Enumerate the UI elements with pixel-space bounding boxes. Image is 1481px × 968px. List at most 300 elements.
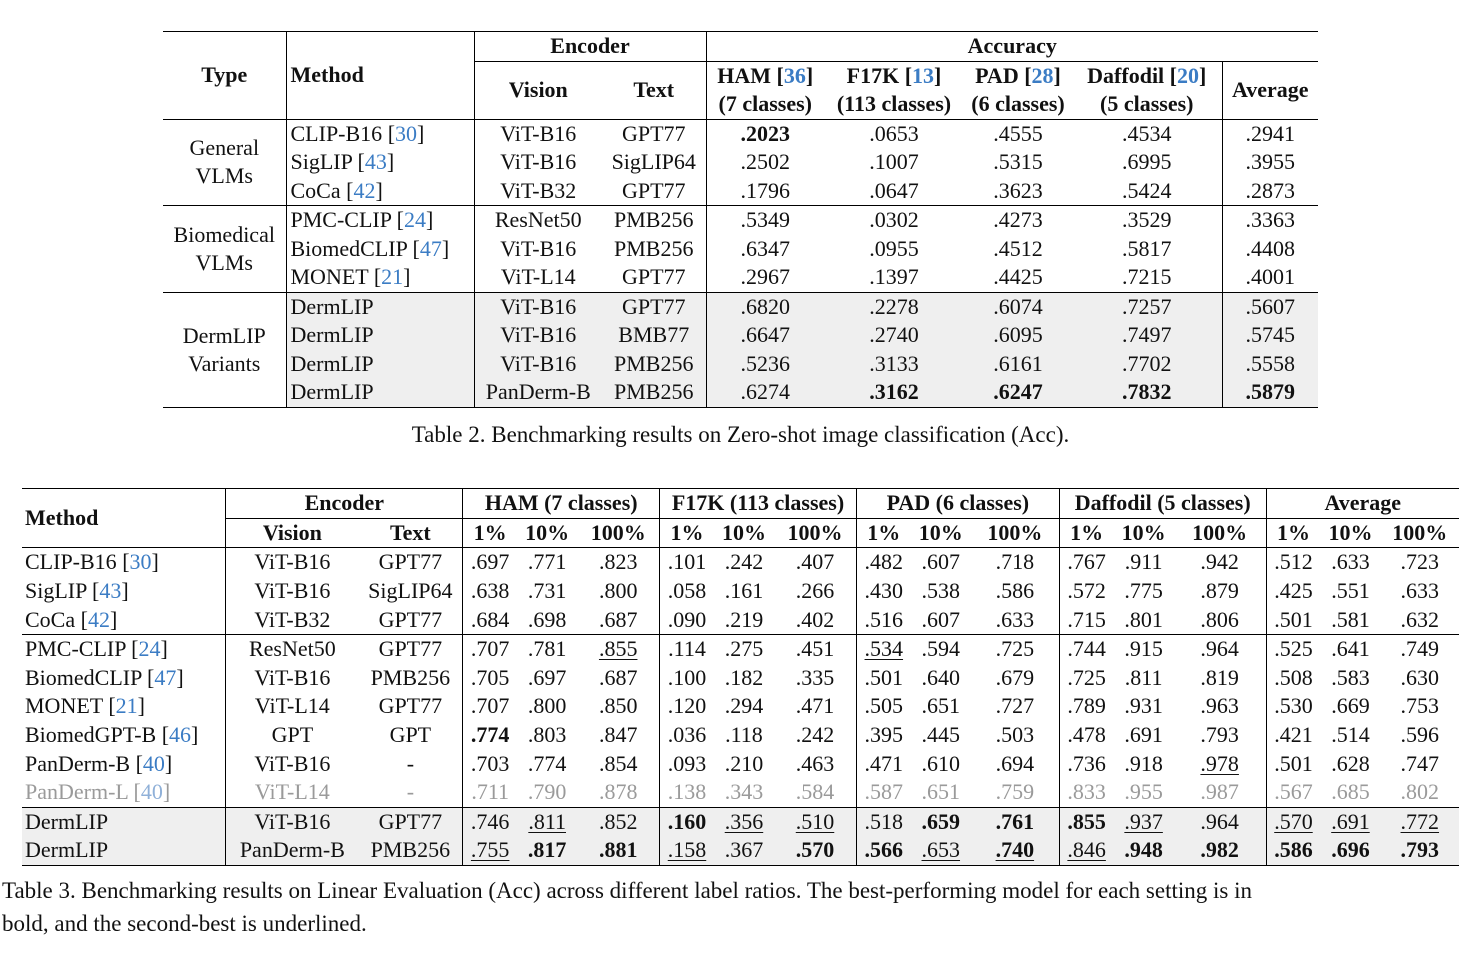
- accuracy-cell: [856, 634, 910, 663]
- method-cell: [286, 292, 474, 321]
- text-encoder-cell: GPT77: [602, 119, 706, 148]
- accuracy-value: .747: [1400, 750, 1440, 776]
- accuracy-cell: .4425: [993, 264, 1043, 290]
- accuracy-cell: [1059, 807, 1113, 836]
- accuracy-cell: [1266, 778, 1320, 807]
- group-label-line: VLMs: [195, 163, 253, 189]
- table-row: [163, 321, 1318, 350]
- accuracy-cell: [1266, 749, 1320, 778]
- accuracy-cell: [517, 807, 577, 836]
- method-name: CoCa: [290, 177, 347, 203]
- accuracy-value: .707: [470, 693, 510, 719]
- accuracy-value: .800: [527, 693, 567, 719]
- accuracy-cell: [1113, 634, 1173, 663]
- accuracy-value: .471: [864, 750, 904, 776]
- accuracy-cell: [1113, 807, 1173, 836]
- accuracy-cell: .5879: [1222, 378, 1318, 407]
- method-name: DermLIP: [290, 293, 374, 319]
- citation-ref: 46: [169, 722, 192, 748]
- method-name: PMC-CLIP: [290, 207, 397, 233]
- col-header-pad: PAD [28]: [964, 61, 1072, 90]
- accuracy-cell: [1113, 577, 1173, 606]
- text-encoder-cell: BMB77: [602, 321, 706, 350]
- method-name: MONET: [25, 693, 109, 719]
- accuracy-value: .641: [1331, 636, 1370, 662]
- accuracy-value: .790: [527, 779, 567, 805]
- accuracy-value: .942: [1200, 549, 1239, 575]
- accuracy-value: .736: [1067, 750, 1106, 776]
- accuracy-cell: [856, 807, 910, 836]
- accuracy-value: .725: [1067, 664, 1106, 690]
- method-cell: BiomedGPT-B [46]: [22, 721, 226, 750]
- accuracy-cell: .4273: [964, 206, 1072, 235]
- accuracy-value: .854: [598, 750, 638, 776]
- col-header-vision: Vision: [474, 61, 602, 119]
- accuracy-cell: .1007: [869, 149, 919, 175]
- accuracy-value: .534: [864, 636, 904, 662]
- accuracy-value: .518: [864, 808, 904, 834]
- method-cell: [22, 807, 226, 836]
- accuracy-cell: [517, 664, 577, 693]
- accuracy-value: .850: [598, 693, 638, 719]
- accuracy-cell: [856, 836, 910, 865]
- accuracy-cell: [911, 548, 971, 577]
- accuracy-cell: .3162: [824, 378, 964, 407]
- accuracy-cell: .7702: [1072, 350, 1222, 379]
- accuracy-cell: [1381, 721, 1459, 750]
- accuracy-cell: .5607: [1222, 292, 1318, 321]
- accuracy-cell: [517, 548, 577, 577]
- accuracy-value: .514: [1331, 722, 1370, 748]
- accuracy-cell: [714, 836, 774, 865]
- accuracy-cell: [1174, 664, 1266, 693]
- accuracy-cell: .6995: [1072, 148, 1222, 177]
- method-cell: MONET [21]: [286, 263, 474, 292]
- table-row: [163, 177, 1318, 206]
- citation-ref: 21: [115, 693, 138, 719]
- accuracy-value: .594: [921, 636, 961, 662]
- accuracy-cell: [911, 605, 971, 634]
- method-name: DermLIP: [290, 379, 374, 405]
- col-header-encoder: Encoder: [474, 32, 706, 62]
- accuracy-cell: [911, 749, 971, 778]
- method-name: DermLIP: [25, 837, 109, 863]
- accuracy-cell: [971, 548, 1059, 577]
- text-encoder-cell: GPT77: [358, 605, 462, 634]
- accuracy-value: .911: [1124, 549, 1163, 575]
- accuracy-value: .471: [795, 693, 835, 719]
- accuracy-cell: [856, 577, 910, 606]
- accuracy-cell: [660, 836, 714, 865]
- accuracy-value: .684: [470, 606, 510, 632]
- table-row: [163, 350, 1318, 379]
- accuracy-cell: [911, 577, 971, 606]
- accuracy-cell: [1113, 749, 1173, 778]
- accuracy-value: .878: [598, 779, 638, 805]
- text-encoder-cell: PMB256: [602, 378, 706, 407]
- table-row: [22, 605, 1459, 634]
- accuracy-value: .451: [795, 636, 835, 662]
- accuracy-value: .711: [471, 779, 510, 805]
- group-label: [163, 292, 286, 407]
- accuracy-value: .685: [1331, 779, 1370, 805]
- accuracy-cell: .5315: [993, 149, 1043, 175]
- accuracy-value: .759: [995, 779, 1035, 805]
- accuracy-value: .572: [1067, 578, 1106, 604]
- accuracy-value: .653: [921, 837, 961, 863]
- accuracy-cell: [1320, 605, 1380, 634]
- accuracy-value: .587: [864, 779, 904, 805]
- accuracy-cell: [1059, 721, 1113, 750]
- accuracy-cell: [971, 721, 1059, 750]
- accuracy-cell: [1266, 721, 1320, 750]
- accuracy-cell: [517, 836, 577, 865]
- accuracy-cell: [1320, 721, 1380, 750]
- accuracy-value: .570: [1274, 808, 1313, 834]
- accuracy-value: .793: [1200, 722, 1239, 748]
- vision-encoder-cell: GPT: [271, 722, 314, 748]
- vision-encoder-cell: ViT-B32: [500, 177, 577, 203]
- header-row: [163, 32, 1318, 62]
- accuracy-value: .811: [1124, 664, 1163, 690]
- zero-shot-results-table: [163, 31, 1318, 408]
- vision-encoder-cell: PanDerm-B: [474, 378, 602, 407]
- vision-encoder-cell: ViT-B16: [254, 549, 331, 575]
- accuracy-value: .697: [470, 549, 510, 575]
- method-name: MONET: [290, 264, 374, 290]
- accuracy-value: .651: [921, 693, 961, 719]
- accuracy-cell: [463, 721, 517, 750]
- col-header-ratio: 10%: [1113, 518, 1173, 548]
- accuracy-cell: .6095: [964, 321, 1072, 350]
- accuracy-value: .530: [1274, 693, 1313, 719]
- accuracy-cell: [660, 664, 714, 693]
- method-name: SigLIP: [290, 149, 358, 175]
- accuracy-cell: [714, 577, 774, 606]
- accuracy-value: .586: [1274, 837, 1313, 863]
- accuracy-cell: [1059, 605, 1113, 634]
- accuracy-cell: .1397: [869, 264, 919, 290]
- accuracy-value: .343: [724, 779, 764, 805]
- accuracy-value: .628: [1331, 750, 1370, 776]
- vision-encoder-cell: ViT-B16: [254, 578, 331, 604]
- accuracy-cell: [577, 778, 659, 807]
- accuracy-cell: [911, 836, 971, 865]
- accuracy-cell: [856, 778, 910, 807]
- accuracy-value: .425: [1274, 578, 1313, 604]
- accuracy-cell: .3529: [1072, 206, 1222, 235]
- accuracy-value: .707: [470, 636, 510, 662]
- accuracy-cell: .7215: [1072, 263, 1222, 292]
- accuracy-value: .847: [598, 722, 638, 748]
- accuracy-value: .651: [921, 779, 961, 805]
- col-header-encoder: Encoder: [226, 489, 463, 519]
- accuracy-cell: .6074: [964, 292, 1072, 321]
- accuracy-cell: .5424: [1072, 177, 1222, 206]
- text-encoder-cell: PMB256: [358, 664, 462, 693]
- table-row: [22, 721, 1459, 750]
- accuracy-cell: [577, 634, 659, 663]
- col-header-dataset: PAD (6 classes): [856, 489, 1059, 519]
- accuracy-cell: [1320, 749, 1380, 778]
- accuracy-cell: [577, 721, 659, 750]
- accuracy-cell: [774, 664, 856, 693]
- accuracy-value: .036: [667, 722, 707, 748]
- accuracy-cell: [1320, 634, 1380, 663]
- accuracy-cell: .6347: [740, 235, 790, 261]
- text-encoder-cell: -: [358, 778, 462, 807]
- accuracy-value: .633: [1400, 578, 1440, 604]
- accuracy-cell: [774, 692, 856, 721]
- accuracy-cell: [971, 749, 1059, 778]
- text-encoder-cell: PMB256: [602, 350, 706, 379]
- col-header-ratio: 1%: [1059, 518, 1113, 548]
- accuracy-cell: [1113, 605, 1173, 634]
- accuracy-value: .482: [864, 549, 904, 575]
- col-header-type: Type: [163, 32, 286, 120]
- citation-ref: 42: [353, 177, 376, 203]
- text-encoder-cell: -: [358, 749, 462, 778]
- col-header-f17k: F17K [13]: [824, 61, 964, 90]
- accuracy-cell: [774, 749, 856, 778]
- accuracy-value: .727: [995, 693, 1035, 719]
- accuracy-value: .633: [1331, 549, 1370, 575]
- accuracy-value: .630: [1400, 664, 1440, 690]
- accuracy-value: .691: [1331, 808, 1370, 834]
- accuracy-cell: .3623: [993, 177, 1043, 203]
- accuracy-cell: [1174, 836, 1266, 865]
- accuracy-cell: [1320, 778, 1380, 807]
- accuracy-cell: [1174, 548, 1266, 577]
- col-subheader-pad: (6 classes): [971, 91, 1065, 117]
- accuracy-value: .846: [1067, 837, 1106, 863]
- accuracy-value: .746: [470, 808, 510, 834]
- accuracy-value: .725: [995, 636, 1035, 662]
- accuracy-cell: .6647: [706, 321, 824, 350]
- method-name: CLIP-B16: [25, 549, 123, 575]
- accuracy-cell: [1266, 605, 1320, 634]
- accuracy-value: .100: [667, 664, 707, 690]
- method-cell: CLIP-B16 [30]: [286, 119, 474, 148]
- vision-encoder-cell: ViT-B16: [474, 350, 602, 379]
- accuracy-cell: [1266, 577, 1320, 606]
- vision-encoder-cell: ResNet50: [226, 634, 359, 663]
- accuracy-cell: [774, 605, 856, 634]
- citation-ref: 47: [419, 235, 442, 261]
- accuracy-value: .723: [1400, 549, 1440, 575]
- accuracy-cell: [1174, 778, 1266, 807]
- accuracy-cell: [856, 721, 910, 750]
- table-row: [163, 206, 1318, 235]
- accuracy-value: .855: [598, 636, 638, 662]
- accuracy-cell: [1113, 778, 1173, 807]
- accuracy-cell: [971, 807, 1059, 836]
- accuracy-cell: [1320, 577, 1380, 606]
- accuracy-value: .158: [667, 837, 707, 863]
- vision-encoder-cell: ViT-B16: [474, 292, 602, 321]
- group-label-line: Biomedical: [173, 221, 275, 247]
- accuracy-cell: [463, 577, 517, 606]
- accuracy-value: .161: [724, 578, 764, 604]
- accuracy-value: .774: [470, 722, 510, 748]
- vision-encoder-cell: ViT-B16: [474, 119, 602, 148]
- accuracy-cell: .0955: [869, 235, 919, 261]
- accuracy-value: .696: [1331, 837, 1370, 863]
- accuracy-value: .160: [667, 808, 707, 834]
- col-header-method: Method: [22, 489, 226, 548]
- col-header-ratio: 10%: [911, 518, 971, 548]
- accuracy-value: .789: [1067, 693, 1106, 719]
- accuracy-cell: .3955: [1245, 149, 1295, 175]
- accuracy-value: .538: [921, 578, 961, 604]
- accuracy-cell: [714, 807, 774, 836]
- accuracy-cell: [660, 577, 714, 606]
- citation-ref: 20: [1177, 62, 1199, 88]
- method-name: PanDerm-L: [25, 779, 134, 805]
- method-cell: PanDerm-B [40]: [22, 749, 226, 778]
- accuracy-value: .918: [1124, 750, 1163, 776]
- accuracy-cell: [517, 577, 577, 606]
- col-header-ratio: 10%: [714, 518, 774, 548]
- accuracy-cell: [1381, 807, 1459, 836]
- accuracy-value: .781: [527, 636, 567, 662]
- method-cell: CoCa [42]: [22, 605, 226, 634]
- accuracy-cell: [660, 778, 714, 807]
- accuracy-cell: .5236: [706, 350, 824, 379]
- accuracy-value: .802: [1400, 779, 1440, 805]
- accuracy-cell: .4534: [1072, 119, 1222, 148]
- col-header-dataset: Average: [1266, 489, 1459, 519]
- accuracy-value: .948: [1124, 837, 1163, 863]
- accuracy-value: .210: [724, 750, 764, 776]
- accuracy-cell: [660, 692, 714, 721]
- table-row: [22, 634, 1459, 663]
- accuracy-cell: .5745: [1222, 321, 1318, 350]
- accuracy-value: .570: [795, 837, 835, 863]
- text-encoder-cell: GPT77: [358, 692, 462, 721]
- linear-eval-results-table: [22, 488, 1459, 866]
- accuracy-value: .058: [667, 578, 707, 604]
- accuracy-cell: [1174, 634, 1266, 663]
- citation-ref: 43: [99, 578, 122, 604]
- table-row: [22, 692, 1459, 721]
- method-cell: CLIP-B16 [30]: [22, 548, 226, 577]
- citation-ref: 42: [87, 606, 110, 632]
- accuracy-value: .501: [1274, 750, 1313, 776]
- accuracy-value: .881: [598, 837, 638, 863]
- accuracy-value: .819: [1200, 664, 1239, 690]
- accuracy-value: .242: [795, 722, 835, 748]
- vision-encoder-cell: ViT-B16: [500, 235, 577, 261]
- accuracy-cell: [971, 778, 1059, 807]
- header-row: [22, 518, 1459, 548]
- accuracy-cell: [856, 664, 910, 693]
- col-header-text: Text: [602, 61, 706, 119]
- accuracy-value: .093: [667, 750, 707, 776]
- accuracy-value: .852: [598, 808, 638, 834]
- text-encoder-cell: SigLIP64: [358, 577, 462, 606]
- citation-ref: 30: [395, 120, 418, 146]
- col-subheader-f17k: (113 classes): [836, 91, 952, 117]
- accuracy-cell: .7497: [1072, 321, 1222, 350]
- method-cell: BiomedCLIP [47]: [286, 235, 474, 264]
- text-encoder-cell: GPT: [358, 721, 462, 750]
- accuracy-cell: [463, 778, 517, 807]
- col-header-ratio: 1%: [1266, 518, 1320, 548]
- table3-caption-line1: Table 3. Benchmarking results on Linear Evaluation (Acc) across different label ratios. The best-performing model for each setting is in: [2, 878, 1252, 903]
- accuracy-cell: [1059, 548, 1113, 577]
- accuracy-cell: [577, 605, 659, 634]
- accuracy-value: .503: [995, 722, 1035, 748]
- col-subheader-ham: (7 classes): [718, 91, 812, 117]
- method-cell: PanDerm-L [40]: [22, 778, 226, 807]
- col-header-dataset: HAM (7 classes): [463, 489, 660, 519]
- accuracy-value: .931: [1124, 693, 1163, 719]
- citation-ref: 24: [403, 207, 426, 233]
- accuracy-value: .581: [1331, 606, 1370, 632]
- accuracy-value: .687: [598, 606, 638, 632]
- accuracy-value: .367: [724, 837, 764, 863]
- accuracy-value: .800: [598, 578, 638, 604]
- accuracy-cell: [971, 634, 1059, 663]
- accuracy-cell: [774, 634, 856, 663]
- accuracy-value: .182: [724, 664, 764, 690]
- accuracy-cell: [971, 664, 1059, 693]
- accuracy-cell: .2023: [706, 119, 824, 148]
- accuracy-value: .551: [1331, 578, 1370, 604]
- accuracy-value: .402: [795, 606, 835, 632]
- accuracy-value: .855: [1067, 808, 1106, 834]
- accuracy-cell: [1381, 664, 1459, 693]
- accuracy-value: .242: [724, 549, 764, 575]
- accuracy-cell: [463, 548, 517, 577]
- text-encoder-cell: PMB256: [358, 836, 462, 865]
- accuracy-cell: [660, 634, 714, 663]
- accuracy-value: .638: [470, 578, 510, 604]
- table-row: [163, 263, 1318, 292]
- accuracy-cell: [1266, 807, 1320, 836]
- table2-caption: Table 2. Benchmarking results on Zero-shot image classification (Acc).: [411, 422, 1070, 447]
- col-header-ratio: 100%: [1174, 518, 1266, 548]
- accuracy-value: .772: [1400, 808, 1440, 834]
- citation-ref: 24: [138, 636, 161, 662]
- accuracy-cell: [1113, 721, 1173, 750]
- accuracy-cell: [911, 778, 971, 807]
- accuracy-cell: [1113, 692, 1173, 721]
- accuracy-cell: [1381, 692, 1459, 721]
- accuracy-cell: [856, 692, 910, 721]
- accuracy-value: .525: [1274, 636, 1313, 662]
- method-cell: PMC-CLIP [24]: [286, 206, 474, 235]
- accuracy-value: .879: [1200, 578, 1239, 604]
- vision-encoder-cell: ViT-B32: [254, 606, 331, 632]
- group-label-line: VLMs: [195, 249, 253, 275]
- accuracy-cell: [911, 634, 971, 663]
- accuracy-value: .090: [667, 606, 707, 632]
- accuracy-value: .963: [1200, 693, 1239, 719]
- accuracy-value: .501: [1274, 606, 1313, 632]
- accuracy-cell: [660, 807, 714, 836]
- accuracy-value: .964: [1200, 636, 1239, 662]
- accuracy-cell: [1174, 721, 1266, 750]
- accuracy-cell: [714, 605, 774, 634]
- accuracy-cell: .2278: [824, 292, 964, 321]
- accuracy-value: .817: [527, 837, 567, 863]
- accuracy-value: .421: [1274, 722, 1313, 748]
- accuracy-value: .632: [1400, 606, 1440, 632]
- accuracy-cell: [1113, 664, 1173, 693]
- accuracy-cell: [1381, 605, 1459, 634]
